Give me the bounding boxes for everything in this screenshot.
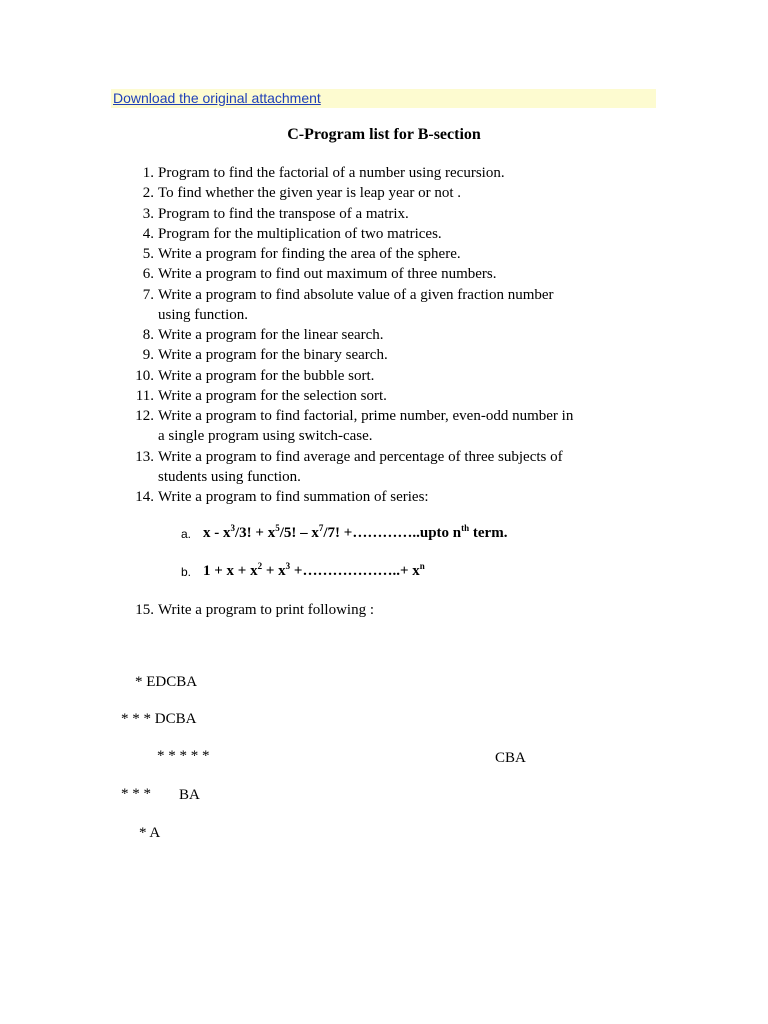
pattern-row-5: * A	[139, 825, 161, 841]
list-item-number: 13.	[135, 449, 154, 465]
series-a: a. x - $x^3/3$! + $x^5/5$! – $x^7/7$! +…………..upto $n^{th}$ term.	[181, 523, 508, 541]
list-item-number: 8.	[142, 327, 154, 343]
series-b: b. $1 + x + x^2 + x^3$ +………………..+ $x^n$	[181, 561, 425, 579]
series-a-label: a.	[181, 527, 192, 541]
list-item-number: 1.	[142, 165, 154, 181]
list-item-number: 5.	[142, 246, 154, 262]
list-item-text: Write a program to find summation of series:	[158, 489, 429, 505]
download-bar	[111, 89, 656, 108]
list-item-number: 12.	[135, 408, 154, 424]
list-item-number: 7.	[142, 287, 154, 303]
list-item-number: 4.	[142, 226, 154, 242]
pattern-row-4-stars: * * *	[121, 786, 151, 802]
list-item-text: Write a program to print following :	[158, 602, 375, 618]
list-item-text-continued: a single program using switch-case.	[158, 428, 373, 444]
list-item-number: 15.	[135, 602, 154, 618]
list-item-text: Program to find the factorial of a number using recursion.	[158, 165, 505, 181]
list-item-number: 6.	[142, 266, 154, 282]
list-item-text: To find whether the given year is leap year or not .	[158, 185, 462, 201]
page-title: C-Program list for B-section	[287, 126, 481, 143]
list-item-text: Write a program for the selection sort.	[158, 388, 387, 404]
list-item-text: Write a program for the binary search.	[158, 347, 388, 363]
list-item-number: 14.	[135, 489, 154, 505]
list-item-number: 9.	[142, 347, 154, 363]
list-item-text: Write a program to find out maximum of three numbers.	[158, 266, 497, 282]
pattern-row-1: * EDCBA	[135, 674, 198, 690]
list-item-text-continued: students using function.	[158, 469, 301, 485]
list-item-number: 10.	[135, 368, 154, 384]
series-b-label: b.	[181, 565, 192, 579]
pattern-row-3-letters: CBA	[495, 750, 526, 766]
list-item-text: Program to find the transpose of a matrix.	[158, 206, 409, 222]
download-link[interactable]: Download the original attachment	[113, 90, 321, 106]
list-item-text: Write a program to find average and percentage of three subjects of	[158, 449, 563, 465]
list-item-text: Write a program to find absolute value of a given fraction number	[158, 287, 554, 303]
list-item-text: Write a program for finding the area of the sphere.	[158, 246, 461, 262]
list-item-text: Write a program for the linear search.	[158, 327, 384, 343]
pattern-row-2: * * * DCBA	[121, 711, 197, 727]
list-item-text-continued: using function.	[158, 307, 248, 323]
list-item-number: 11.	[135, 388, 154, 404]
list-item-text: Program for the multiplication of two matrices.	[158, 226, 442, 242]
pattern-row-3-stars: * * * * *	[157, 748, 210, 764]
pattern-row-4-letters: BA	[179, 787, 200, 803]
list-item-number: 2.	[142, 185, 154, 201]
list-item-text: Write a program for the bubble sort.	[158, 368, 375, 384]
list-item-text: Write a program to find factorial, prime number, even-odd number in	[158, 408, 574, 424]
list-item-number: 3.	[142, 206, 154, 222]
